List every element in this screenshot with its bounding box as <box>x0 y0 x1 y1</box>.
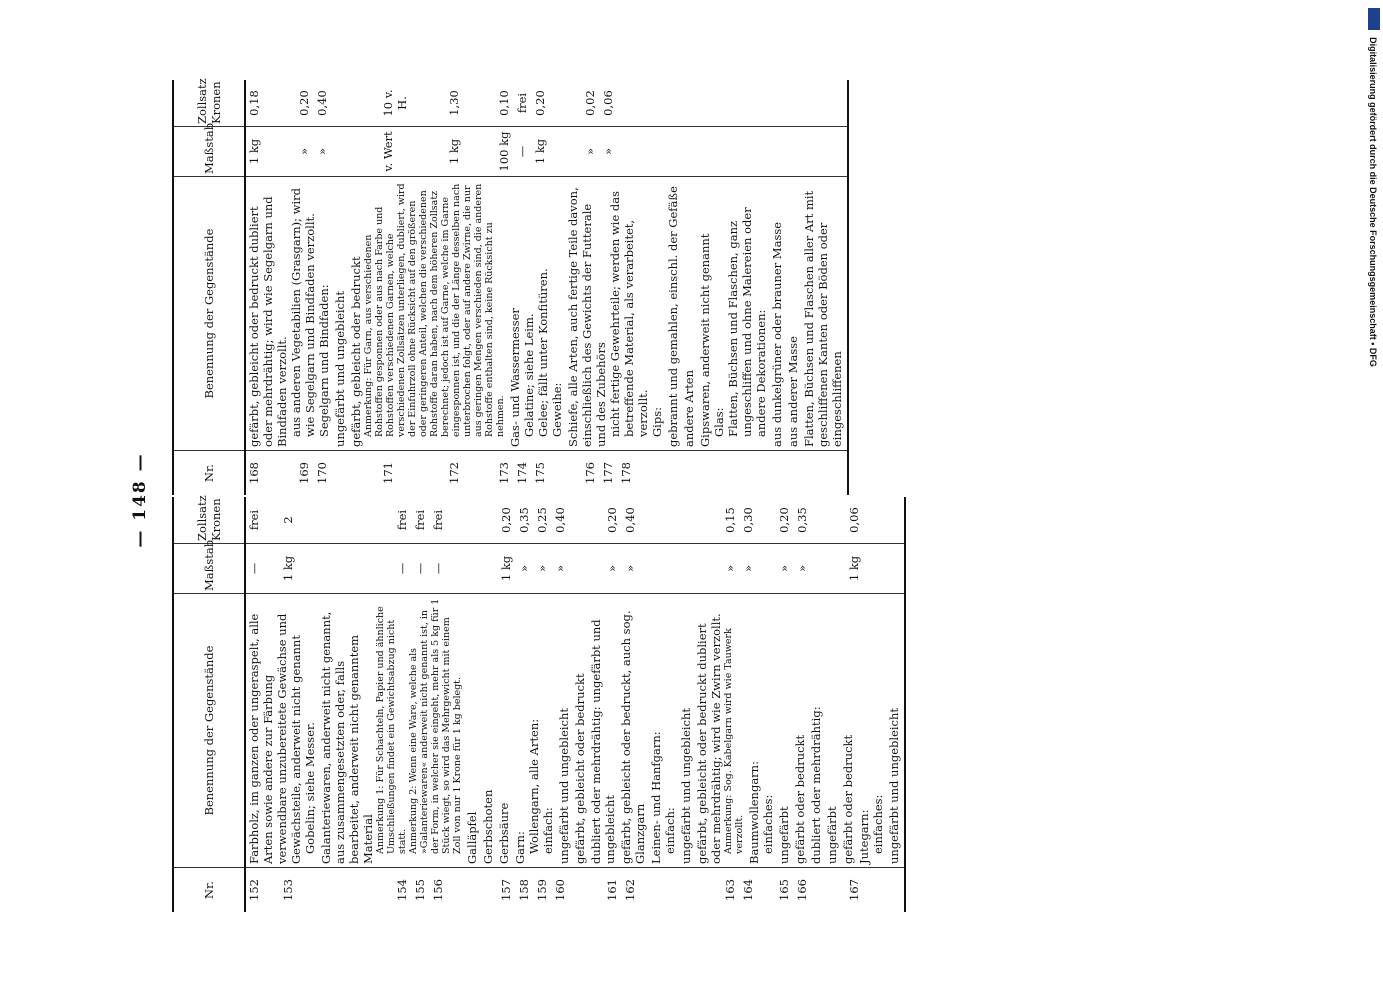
nr-column <box>245 451 848 496</box>
massstab-value: v. Wert <box>381 131 395 172</box>
massstab-cell <box>515 130 531 173</box>
entry <box>481 597 495 864</box>
item-number: 160 <box>553 879 567 901</box>
item-number: 164 <box>741 879 755 901</box>
massstab-cell <box>431 547 447 590</box>
zollsatz-cell <box>813 500 845 540</box>
massstab-cell <box>795 547 811 590</box>
entry <box>508 180 564 447</box>
massstab-cell <box>759 547 775 590</box>
entry <box>513 597 555 864</box>
entry-text: einfach: <box>663 807 677 854</box>
zollsatz-cell <box>447 83 495 123</box>
entry-text: aus anderer Masse <box>786 336 800 447</box>
entry <box>682 180 696 447</box>
item-number: 168 <box>247 462 261 484</box>
item-number: 175 <box>533 462 547 484</box>
massstab-cell <box>247 547 279 590</box>
zollsatz-cell <box>517 500 533 540</box>
zollsatz-cell <box>247 83 295 123</box>
entry-text: gefärbt, gebleicht oder bedruckt dubliert oder mehrdrähtig; wird wie Segelgarn und Bindfaden verzollt. <box>247 196 289 447</box>
entry-text: gefärbt, gebleicht oder bedruckt, auch sog. Glanzgarn <box>619 610 647 864</box>
zollsatz-value: 0,20 <box>777 507 791 533</box>
massstab-cell <box>777 547 793 590</box>
entry-text: gefärbt, gebleicht oder bedruckt dubliert oder mehrdrähtig; wird wie Zwirn verzollt. <box>695 613 723 864</box>
zollsatz-cell <box>601 83 617 123</box>
zollsatz-cell <box>605 500 621 540</box>
entry-text: Garn: <box>513 831 527 864</box>
zollsatz-cell <box>777 500 793 540</box>
header-zollsatz: Zollsatz Kronen <box>173 80 245 127</box>
item-number: 155 <box>413 879 427 901</box>
entry <box>747 597 775 864</box>
entry-text: Farbholz, im ganzen oder ungeraspelt, alle Arten sowie andere zur Färbung verwendbare unzubereitete Gewächse und Gewächsteile, anderweit nicht genannt <box>247 613 303 864</box>
item-number <box>759 871 775 909</box>
item-number: 156 <box>431 879 445 901</box>
zollsatz-cell <box>847 500 863 540</box>
item-number: 163 <box>723 879 737 901</box>
zollsatz-cell <box>533 83 581 123</box>
massstab-value: — <box>247 562 261 575</box>
entry-text: Jutegarn: <box>857 809 871 864</box>
zollsatz-cell <box>515 83 531 123</box>
massstab-value: — <box>431 562 445 575</box>
entry <box>319 597 463 864</box>
header-massstab: Maßstab <box>173 127 245 177</box>
zollsatz-cell <box>413 500 429 540</box>
zollsatz-value: 0,20 <box>499 507 513 533</box>
massstab-value: — <box>515 145 529 158</box>
zollsatz-value: 0,18 <box>247 90 261 116</box>
zollsatz-value: 0,20 <box>605 507 619 533</box>
zollsatz-column <box>245 80 848 127</box>
item-number: 157 <box>499 879 513 901</box>
massstab-cell <box>281 547 393 590</box>
item-number: 174 <box>515 462 529 484</box>
entry-text: nicht fertige Gewehrteile; werden wie das betreffende Material, als verarbeitet, verzollt. <box>608 190 650 437</box>
description-column <box>245 177 848 451</box>
massstab-value: » <box>535 564 549 573</box>
tariff-table-left <box>172 497 906 912</box>
massstab-value: » <box>741 564 755 573</box>
zollsatz-value: 0,02 <box>583 90 597 116</box>
entry-text: Flatten, Büchsen und Flaschen aller Art mit geschliffenen Kanten oder Böden oder eingeschliffenen <box>802 190 844 447</box>
massstab-cell <box>605 547 621 590</box>
item-number: 173 <box>497 462 511 484</box>
entry-text: andere Arten <box>682 369 696 447</box>
zollsatz-value: frei <box>413 509 427 531</box>
massstab-column <box>245 127 848 177</box>
entry <box>777 597 791 864</box>
zollsatz-value: 0,06 <box>601 90 615 116</box>
entry <box>802 180 844 447</box>
entry <box>333 180 347 447</box>
digitization-note-text: Digitalisierung gefördert durch die Deutsche Forschungsgemeinschaft • DFG <box>1368 37 1378 367</box>
massstab-value: 1 kg <box>499 555 513 582</box>
massstab-cell <box>689 547 721 590</box>
zollsatz-cell <box>315 83 379 123</box>
zollsatz-cell <box>759 500 775 540</box>
massstab-cell <box>723 547 739 590</box>
item-number: 167 <box>847 879 861 901</box>
item-number: 162 <box>623 879 637 901</box>
zollsatz-cell <box>535 500 551 540</box>
entry-note: Anmerkung: Sog. Kabelgarn wird wie Tauwerk verzollt. <box>723 628 745 854</box>
item-number: 172 <box>447 462 461 484</box>
entry <box>497 597 511 864</box>
massstab-cell <box>601 130 617 173</box>
massstab-cell <box>395 547 411 590</box>
zollsatz-cell <box>431 500 447 540</box>
zollsatz-cell <box>381 83 445 123</box>
zollsatz-value: frei <box>395 509 409 531</box>
entry-text: Galläpfel <box>465 811 479 864</box>
entry <box>247 597 317 864</box>
zollsatz-value: 0,15 <box>723 507 737 533</box>
tariff-table-right <box>172 80 849 495</box>
massstab-value: » <box>517 564 531 573</box>
entry-text: Gelee; fällt unter Konfitüren. <box>536 268 550 437</box>
item-number: 159 <box>535 879 549 901</box>
entry-text: ungefärbt und ungebleicht <box>679 707 693 864</box>
zollsatz-cell <box>741 500 757 540</box>
digitization-note <box>1366 12 1380 392</box>
massstab-cell <box>497 130 513 173</box>
entry <box>566 180 664 447</box>
massstab-cell <box>447 130 495 173</box>
entry-text: einfaches: <box>871 794 885 854</box>
entry-text: Gerbschoten <box>481 789 495 864</box>
zollsatz-value: 0,40 <box>315 90 329 116</box>
entry <box>857 597 885 864</box>
massstab-cell <box>813 547 845 590</box>
zollsatz-column <box>245 497 905 544</box>
item-number <box>689 871 721 909</box>
entry <box>589 597 617 864</box>
entry-text: einfaches: <box>761 794 775 854</box>
massstab-cell <box>623 547 687 590</box>
entry-text: Leinen- und Hanfgarn: <box>649 731 663 864</box>
page-number: — 148 — <box>130 452 150 548</box>
massstab-value: 1 kg <box>281 555 295 582</box>
item-number: 170 <box>315 462 329 484</box>
zollsatz-value: 0,10 <box>497 90 511 116</box>
entry-text: Gas- und Wassermesser <box>508 308 522 447</box>
entry-note: Anmerkung 1: Für Schachteln, Papier und ähnliche Umschließungen findet ein Gewichtsabzug nicht statt. <box>375 606 408 854</box>
massstab-cell <box>847 547 863 590</box>
massstab-value: 1 kg <box>447 138 461 165</box>
item-number: 176 <box>583 462 597 484</box>
item-number: 177 <box>601 462 615 484</box>
massstab-cell <box>499 547 515 590</box>
item-number: 166 <box>795 879 809 901</box>
entry <box>770 180 784 447</box>
zollsatz-cell <box>449 500 497 540</box>
header-benennung: Benennung der Gegenstände <box>173 177 245 451</box>
zollsatz-cell <box>497 83 513 123</box>
header-zollsatz: Zollsatz Kronen <box>173 497 245 544</box>
massstab-value: » <box>297 147 311 156</box>
entry <box>666 180 680 447</box>
zollsatz-value: 0,25 <box>535 507 549 533</box>
entry-text: Flatten, Büchsen und Flaschen, ganz ungeschliffen und ohne Malereien oder andere Dekorationen: <box>726 207 768 437</box>
zollsatz-value: 0,35 <box>517 507 531 533</box>
entry-text: gefärbt oder bedruckt <box>793 734 807 864</box>
massstab-cell <box>553 547 569 590</box>
entry-text: gebrannt und gemahlen, einschl. der Gefäße <box>666 186 680 447</box>
entry-text: ungefärbt und ungebleicht <box>333 290 347 447</box>
header-massstab: Maßstab <box>173 544 245 594</box>
zollsatz-value: 2 <box>281 516 295 524</box>
zollsatz-value: 10 v. H. <box>381 89 409 117</box>
entry <box>825 597 839 864</box>
massstab-cell <box>449 547 497 590</box>
massstab-cell <box>533 130 581 173</box>
massstab-value: — <box>395 562 409 575</box>
entry <box>809 597 823 864</box>
massstab-cell <box>583 130 599 173</box>
item-number: 169 <box>297 462 311 484</box>
entry <box>698 180 768 447</box>
massstab-cell <box>315 130 379 173</box>
entry-text: Glas: <box>712 407 726 437</box>
entry-text: Gerbsäure <box>497 802 511 864</box>
zollsatz-cell <box>571 500 603 540</box>
entry-text: dubliert oder mehrdrähtig: ungefärbt und ungebleicht <box>589 619 617 864</box>
massstab-value: 100 kg <box>497 131 511 172</box>
item-number: 161 <box>605 879 619 901</box>
entry-text: Gelatine; siehe Leim. <box>522 313 536 437</box>
item-number: 158 <box>517 879 531 901</box>
zollsatz-value: 0,20 <box>297 90 311 116</box>
zollsatz-value: 0,06 <box>847 507 861 533</box>
massstab-value: » <box>553 564 567 573</box>
entry <box>841 597 855 864</box>
massstab-cell <box>247 130 295 173</box>
entry-text: ungefärbt <box>777 806 791 864</box>
entry-text: Wollengarn, alle Arten: <box>527 718 541 854</box>
entry-text: Baumwollengarn: <box>747 761 761 864</box>
entry <box>786 180 800 447</box>
massstab-cell <box>571 547 603 590</box>
zollsatz-value: 0,20 <box>533 90 547 116</box>
header-nr: Nr. <box>173 868 245 913</box>
massstab-value: » <box>601 147 615 156</box>
entry-note: Anmerkung 2: Wenn eine Ware, welche als »Galanteriewaren« anderweit nicht genannt ist, in der Form, in welcher sie eingeht, mehr als 5 kg für 1 Stück wiegt, so wird das Mehrgewicht mit einem Zoll von nur 1 Krone für 1 kg belegt. <box>408 598 463 854</box>
entry <box>247 180 331 447</box>
entry <box>679 597 693 864</box>
zollsatz-cell <box>499 500 515 540</box>
massstab-cell <box>535 547 551 590</box>
header-nr: Nr. <box>173 451 245 496</box>
entry <box>619 597 647 864</box>
zollsatz-cell <box>583 83 599 123</box>
item-number: 152 <box>247 879 261 901</box>
entry-text: ungefärbt und ungebleicht <box>887 707 901 864</box>
zollsatz-cell <box>553 500 569 540</box>
item-number: 178 <box>619 462 633 484</box>
zollsatz-cell <box>247 500 279 540</box>
massstab-cell <box>741 547 757 590</box>
massstab-cell <box>381 130 445 173</box>
entry <box>465 597 479 864</box>
entry-text: gefärbt, gebleicht oder bedruckt <box>573 673 587 864</box>
massstab-value: » <box>605 564 619 573</box>
entry-text: ungefärbt und ungebleicht <box>557 707 571 864</box>
massstab-value: » <box>315 147 329 156</box>
zollsatz-cell <box>297 83 313 123</box>
entry <box>649 597 677 864</box>
entry-text: ungefärbt <box>825 806 839 864</box>
massstab-cell <box>297 130 313 173</box>
item-number: 153 <box>281 879 295 901</box>
entry-text: aus dunkelgrüner oder brauner Masse <box>770 221 784 447</box>
massstab-column <box>245 544 905 594</box>
zollsatz-value: 1,30 <box>447 90 461 116</box>
massstab-value: » <box>795 564 809 573</box>
massstab-value: — <box>413 562 427 575</box>
zollsatz-cell <box>689 500 721 540</box>
massstab-value: » <box>723 564 737 573</box>
item-number: 165 <box>777 879 791 901</box>
entry <box>793 597 807 864</box>
massstab-value: 1 kg <box>247 138 261 165</box>
entry <box>349 180 506 447</box>
entry <box>557 597 571 864</box>
zollsatz-cell <box>395 500 411 540</box>
entry <box>887 597 901 864</box>
zollsatz-value: 0,35 <box>795 507 809 533</box>
item-number <box>449 871 497 909</box>
entry-text: gefärbt oder bedruckt <box>841 734 855 864</box>
item-number: 171 <box>381 462 395 484</box>
zollsatz-cell <box>795 500 811 540</box>
entry-note: Anmerkung: Für Garn, aus verschiedenen Rohstoffen gesponnen oder aus nach Farbe und Rohstoffen verschiedenen Garnen, welche verschiedenen Zollsätzen unterliegen, dubliert, wird der Einfuhrzoll ohne Rücksicht auf den größeren oder geringeren Anteil, welchen die verschiedenen Rohstoffe daran haben, nach dem höheren Zollsatz berechnet; jedoch ist auf Garne, welche im Garne eingesponnen ist, und die der Länge desselben nach unterbrochen folgt, oder auf andere Zwirne, die nur aus geringen Mengen verschieden sind, die anderen Rohstoffe enthalten sind, keine Rücksicht zu nehmen. <box>363 183 506 437</box>
entry-text: Gobelin; siehe Messer. <box>303 722 317 854</box>
item-number: 154 <box>395 879 409 901</box>
massstab-value: » <box>777 564 791 573</box>
zollsatz-cell <box>723 500 739 540</box>
entry-text: dubliert oder mehrdrähtig: <box>809 706 823 864</box>
massstab-cell <box>517 547 533 590</box>
entry-text: gefärbt, gebleicht oder bedruckt <box>349 256 363 447</box>
zollsatz-cell <box>281 500 393 540</box>
entry-text: Gips: <box>650 406 664 437</box>
entry-text: Geweihe: <box>550 382 564 437</box>
massstab-value: » <box>583 147 597 156</box>
entry-text: Galanteriewaren, anderweit nicht genannt, aus zusammengesetzten oder, falls bearbeitet, anderweit nicht genanntem Material <box>319 611 375 864</box>
massstab-cell <box>619 130 635 173</box>
zollsatz-value: frei <box>431 509 445 531</box>
massstab-cell <box>413 547 429 590</box>
entry-text: Gipswaren, anderweit nicht genannt <box>698 233 712 447</box>
item-number <box>813 871 845 909</box>
zollsatz-value: 0,30 <box>741 507 755 533</box>
zollsatz-value: 0,40 <box>623 507 637 533</box>
entry-text: aus anderen Vegetabilien (Grasgarn); wird wie Segelgarn und Bindfaden verzollt. <box>289 187 317 437</box>
zollsatz-cell <box>623 500 687 540</box>
entry-text: einfach: <box>541 807 555 854</box>
entry <box>695 597 745 864</box>
nr-column <box>245 868 905 913</box>
zollsatz-value: frei <box>515 92 529 114</box>
zollsatz-cell <box>619 83 635 123</box>
massstab-value: 1 kg <box>847 555 861 582</box>
massstab-value: » <box>623 564 637 573</box>
entry-text: Segelgarn und Bindfaden: <box>317 284 331 437</box>
zollsatz-value: 0,40 <box>553 507 567 533</box>
entry <box>573 597 587 864</box>
description-column <box>245 594 905 868</box>
entry-text: Schiefe, alle Arten, auch fertige Teile davon, einschließlich des Gewichts der Futterale und des Zubehörs <box>566 187 608 447</box>
zollsatz-value: frei <box>247 509 261 531</box>
massstab-value: 1 kg <box>533 138 547 165</box>
item-number <box>571 871 603 909</box>
header-benennung: Benennung der Gegenstände <box>173 594 245 868</box>
